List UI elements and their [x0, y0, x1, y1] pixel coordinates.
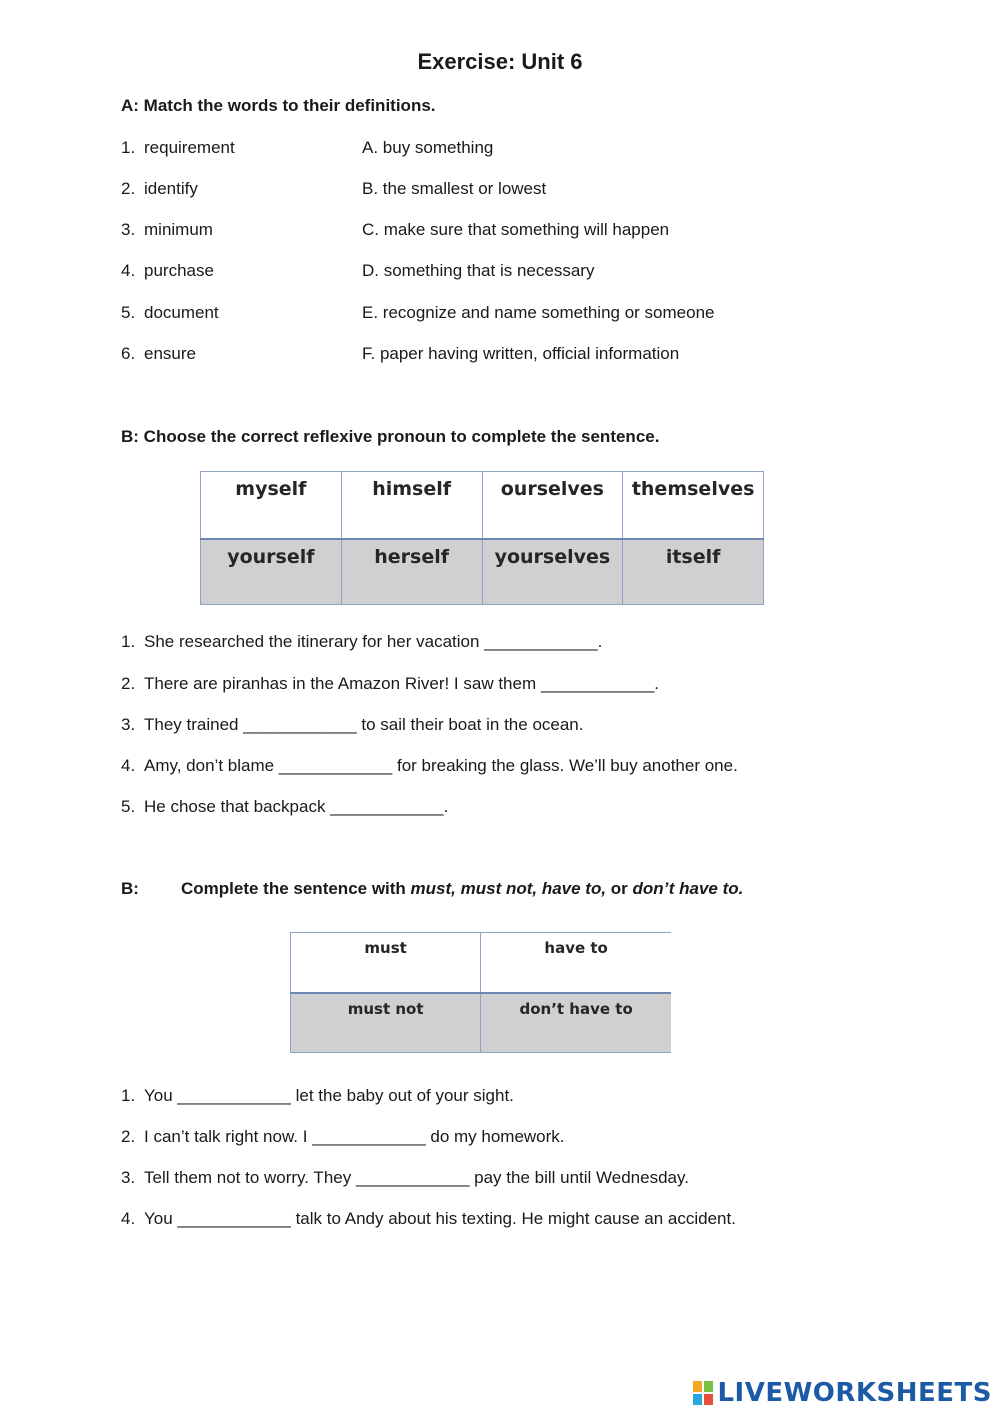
- item-number: 5.: [121, 797, 136, 816]
- word-cell: have to: [481, 933, 671, 993]
- match-word: ensure: [144, 344, 196, 363]
- heading-last-option: don’t have to.: [632, 879, 744, 898]
- section-c-label: B:: [121, 879, 139, 898]
- item-number: 3.: [121, 715, 136, 734]
- liveworksheets-logo[interactable]: [693, 1378, 992, 1408]
- heading-or: or: [606, 879, 633, 898]
- sentence-text: There are piranhas in the Amazon River! I saw them ____________.: [144, 674, 660, 693]
- word-cell: must: [291, 933, 481, 993]
- sentence-row: [121, 1209, 736, 1229]
- logo-blocks-icon: [693, 1381, 713, 1405]
- match-word: identify: [144, 179, 198, 198]
- word-cell: myself: [201, 472, 342, 539]
- word-cell: ourselves: [482, 472, 623, 539]
- match-word: requirement: [144, 138, 235, 157]
- sentence-row: [121, 797, 448, 817]
- word-cell: herself: [341, 539, 482, 605]
- match-word: purchase: [144, 261, 214, 280]
- section-a-heading: A: Match the words to their definitions.: [121, 96, 436, 115]
- item-number: 1.: [121, 1086, 136, 1105]
- sentence-text: I can’t talk right now. I ____________ do my homework.: [144, 1127, 565, 1146]
- logo-block: [693, 1381, 702, 1392]
- word-cell: must not: [291, 993, 481, 1053]
- word-cell: himself: [341, 472, 482, 539]
- item-number: 5.: [121, 303, 136, 322]
- word-cell: don’t have to: [481, 993, 671, 1053]
- sentence-text: You ____________ let the baby out of your sight.: [144, 1086, 514, 1105]
- match-row: [121, 179, 546, 199]
- sentence-row: [121, 674, 659, 694]
- sentence-row: [121, 632, 602, 652]
- match-row: [121, 220, 669, 240]
- item-number: 2.: [121, 1127, 136, 1146]
- logo-text: LIVEWORKSHEETS: [717, 1378, 992, 1408]
- item-number: 2.: [121, 674, 136, 693]
- match-definition: D. something that is necessary: [362, 261, 595, 280]
- sentence-text: Amy, don’t blame ____________ for breaking the glass. We’ll buy another one.: [144, 756, 738, 775]
- match-definition: C. make sure that something will happen: [362, 220, 670, 239]
- match-definition: A. buy something: [362, 138, 494, 157]
- sentence-text: Tell them not to worry. They ____________ pay the bill until Wednesday.: [144, 1168, 689, 1187]
- logo-block: [693, 1394, 702, 1405]
- match-row: [121, 138, 493, 158]
- heading-options: must, must not, have to,: [410, 879, 607, 898]
- word-cell: yourselves: [482, 539, 623, 605]
- page-title: Exercise: Unit 6: [417, 49, 583, 74]
- sentence-row: [121, 715, 584, 735]
- item-number: 2.: [121, 179, 136, 198]
- sentence-text: She researched the itinerary for her vacation ____________.: [144, 632, 603, 651]
- item-number: 6.: [121, 344, 136, 363]
- item-number: 1.: [121, 138, 136, 157]
- match-definition: E. recognize and name something or someone: [362, 303, 715, 322]
- logo-block: [704, 1381, 713, 1392]
- logo-block: [704, 1394, 713, 1405]
- word-cell: themselves: [623, 472, 764, 539]
- match-definition: F. paper having written, official information: [362, 344, 680, 363]
- sentence-text: You ____________ talk to Andy about his texting. He might cause an accident.: [144, 1209, 736, 1228]
- match-word: document: [144, 303, 219, 322]
- match-row: [121, 261, 594, 281]
- sentence-text: They trained ____________ to sail their boat in the ocean.: [144, 715, 584, 734]
- match-row: [121, 344, 679, 364]
- heading-prefix: Complete the sentence with: [181, 879, 411, 898]
- sentence-row: [121, 1127, 565, 1147]
- item-number: 3.: [121, 220, 136, 239]
- item-number: 4.: [121, 261, 136, 280]
- item-number: 3.: [121, 1168, 136, 1187]
- sentence-text: He chose that backpack ____________.: [144, 797, 449, 816]
- sentence-row: [121, 1168, 689, 1188]
- item-number: 4.: [121, 756, 136, 775]
- modal-verb-table: [290, 932, 671, 1053]
- sentence-row: [121, 1086, 514, 1106]
- sentence-row: [121, 756, 738, 776]
- match-word: minimum: [144, 220, 213, 239]
- section-b-heading: B: Choose the correct reflexive pronoun to complete the sentence.: [121, 427, 660, 446]
- match-definition: B. the smallest or lowest: [362, 179, 547, 198]
- section-c-heading: [121, 879, 743, 899]
- word-cell: itself: [623, 539, 764, 605]
- reflexive-pronoun-table: [200, 471, 764, 605]
- item-number: 4.: [121, 1209, 136, 1228]
- item-number: 1.: [121, 632, 136, 651]
- match-row: [121, 303, 714, 323]
- word-cell: yourself: [201, 539, 342, 605]
